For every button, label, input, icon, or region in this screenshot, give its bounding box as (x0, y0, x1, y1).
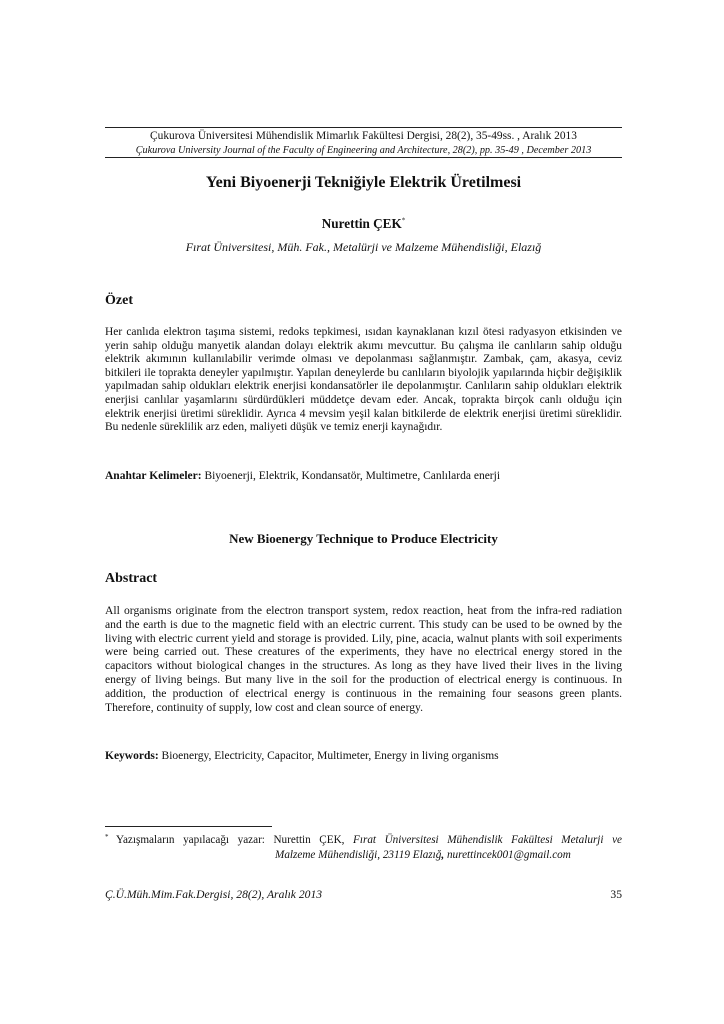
abstract-text: All organisms originate from the electron transport system, redox reaction, heat from the infra-red radiation and the earth is due to the magnetic field with an electric current. This study can be used to be owned by the living with electric current yield and storage is provided. Lily, pine, acacia, walnut plants with soil experiments were being carried out. These creatures of the experiments, they have no electrical energy stored in the capacitors without biological changes in the structures. As long as they have lived their lives in the living energy of living beings. But many live in the soil for the production of electrical energy is continuous. In addition, the production of electrical energy is continuous in the remaining four seasons green plants. Therefore, continuity of supply, low cost and clean source of energy. (105, 604, 622, 714)
footer-journal: Ç.Ü.Müh.Mim.Fak.Dergisi, 28(2), Aralık 2013 (105, 888, 323, 901)
turkish-keywords-label: Anahtar Kelimeler: (105, 470, 202, 482)
page-number: 35 (610, 888, 622, 901)
paper-title: Yeni Biyoenerji Tekniğiyle Elektrik Üretilmesi (205, 174, 522, 191)
footnote-email: nurettincek001@gmail.com (446, 849, 571, 861)
english-title: New Bioenergy Technique to Produce Electricity (229, 531, 498, 546)
author-name: Nurettin ÇEK (321, 216, 402, 231)
abstract-heading: Abstract (105, 571, 158, 586)
header-bottom-rule (105, 157, 622, 158)
english-keywords-label: Keywords: (105, 750, 159, 762)
footnote-affiliation-2: Malzeme Mühendisliği, 23119 Elazığ (275, 849, 442, 861)
footnote-line-1 (116, 834, 622, 846)
ozet-text: Her canlıda elektron taşıma sistemi, redoks tepkimesi, ısıdan kaynaklanan kızıl ötesi radyasyon etkisinden ve yerin sahip olduğu manyetik alandan dolayı elektrik akımı mevcuttur. Bu çalışma ile canlıların sahip olduğu elektrik akımının kullanılabilir verimde olması ve depolanması sağlanmıştır. Zambak, çam, akasya, ceviz bitkileri ile toprakta deneyler yapılmıştır. Yapılan deneylerde bu canlıların biyolojik yapılarında hiçbir değişiklik yapılmadan sahip oldukları elektrik enerjisi kondansatörler ile depolanmıştır. Canlıların sahip oldukları elektrik enerjisi canlılar yaşamlarını sürdürdükleri müddetçe devam eder. Ancak, toprakta birçok canlı olduğu için elektrik enerjisi üretimi süreklidir. Ayrıca 4 mevsim yeşil kalan bitkilerde de elektrik enerjisi üretimi süreklidir. Bu nedenle süreklilik arz eden, maliyeti düşük ve temiz enerji kaynağıdır. (105, 326, 622, 434)
author-affiliation: Fırat Üniversitesi, Müh. Fak., Metalürji ve Malzeme Mühendisliği, Elazığ (185, 240, 542, 254)
journal-header-turkish: Çukurova Üniversitesi Mühendislik Mimarlık Fakültesi Dergisi, 28(2), 35-49ss. , Aralık 2013 (150, 130, 577, 142)
turkish-keywords-list: Biyoenerji, Elektrik, Kondansatör, Multimetre, Canlılarda enerji (204, 470, 501, 482)
header-top-rule (105, 127, 622, 128)
footnote-affiliation-1: Fırat Üniversitesi Mühendislik Fakültesi Metalurji ve (353, 834, 622, 846)
footnote-mark: * (105, 833, 109, 841)
english-keywords (105, 750, 622, 762)
ozet-heading: Özet (105, 293, 133, 308)
footnote-line-2 (275, 849, 571, 861)
turkish-keywords (105, 470, 622, 482)
footnote-comma: , (441, 849, 445, 861)
author-footnote-mark: * (401, 216, 406, 225)
journal-header-english: Çukurova University Journal of the Faculty of Engineering and Architecture, 28(2), pp. 35-49 , December 2013 (135, 145, 592, 156)
author-line (105, 216, 622, 232)
footnote-prefix: Yazışmaların yapılacağı yazar: Nurettin ÇEK, (116, 834, 345, 846)
footnote-rule (105, 826, 272, 827)
english-keywords-list: Bioenergy, Electricity, Capacitor, Multimeter, Energy in living organisms (161, 750, 499, 762)
